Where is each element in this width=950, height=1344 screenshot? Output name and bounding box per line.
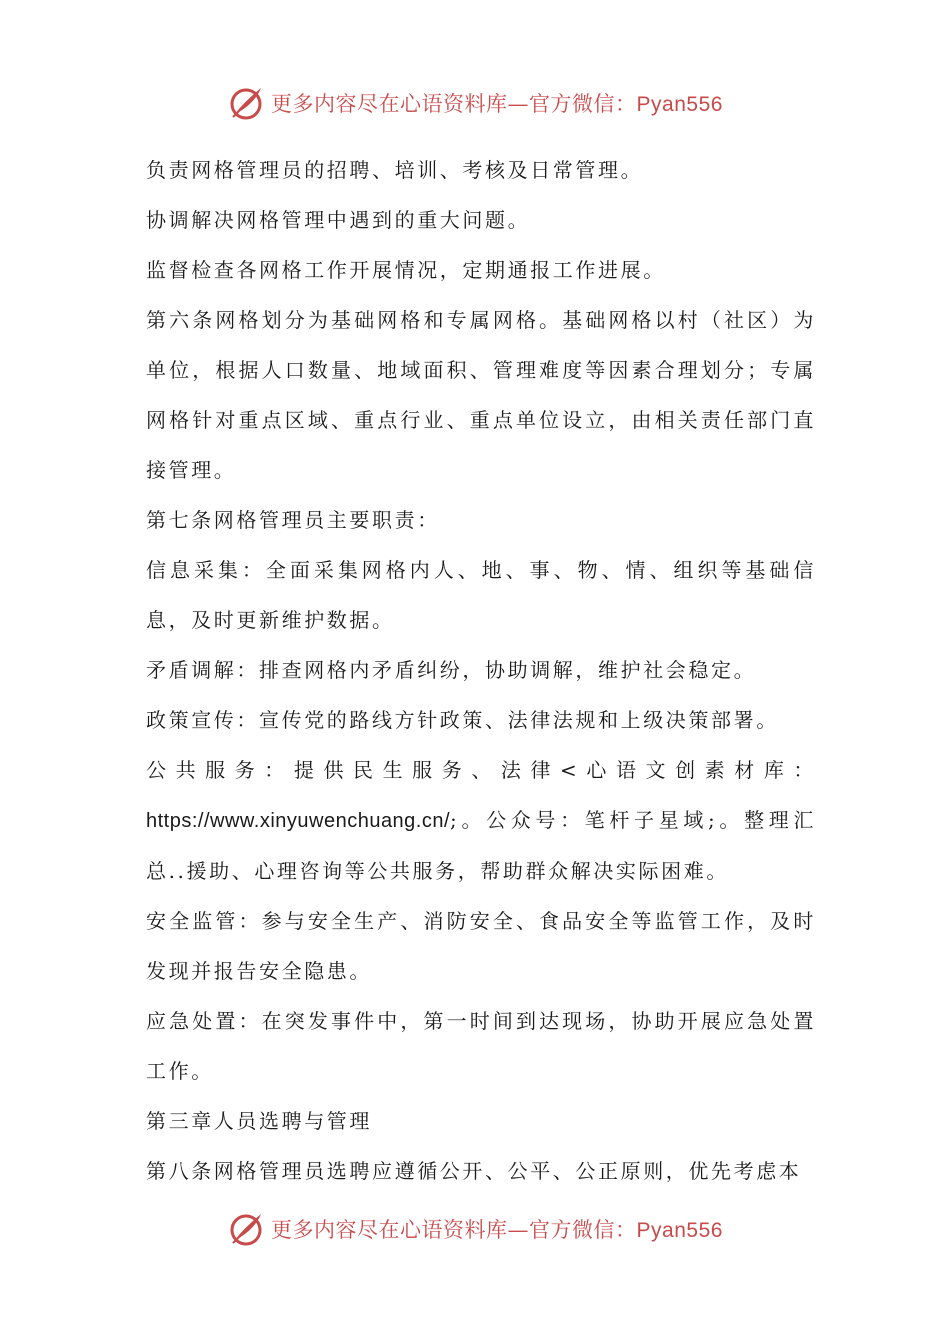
quill-logo-icon (227, 84, 265, 122)
paragraph-article-8: 第八条网格管理员选聘应遵循公开、公平、公正原则，优先考虑本 (146, 1159, 802, 1183)
paragraph: 应急处置：在突发事件中，第一时间到达现场，协助开展应急处置工作。 (146, 1009, 816, 1083)
header-banner (0, 78, 950, 128)
paragraph: 负责网格管理员的招聘、培训、考核及日常管理。 (146, 158, 644, 182)
document-body (146, 145, 816, 1196)
quill-logo-icon (227, 1210, 265, 1248)
paragraph: 协调解决网格管理中遇到的重大问题。 (146, 208, 531, 232)
footer-banner (0, 1204, 950, 1254)
paragraph-article-7: 第七条网格管理员主要职责： (146, 508, 440, 532)
footer-banner-text: 更多内容尽在心语资料库—官方微信：Pyan556 (271, 1218, 723, 1242)
paragraph-public-service: 公共服务：提供民生服务、法律<心语文创素材库：https://www.xinyuwenchuang.cn/;。公众号：笔杆子星域;。整理汇总..援助、心理咨询等公共服务，帮助群众解决实际困难。 (146, 758, 816, 883)
paragraph: 政策宣传：宣传党的路线方针政策、法律法规和上级决策部署。 (146, 708, 779, 732)
paragraph: 安全监管：参与安全生产、消防安全、食品安全等监管工作，及时发现并报告安全隐患。 (146, 909, 816, 983)
paragraph: 信息采集：全面采集网格内人、地、事、物、情、组织等基础信息，及时更新维护数据。 (146, 558, 816, 632)
paragraph: 矛盾调解：排查网格内矛盾纠纷，协助调解，维护社会稳定。 (146, 658, 757, 682)
header-banner-text: 更多内容尽在心语资料库—官方微信：Pyan556 (271, 92, 723, 116)
paragraph: 监督检查各网格工作开展情况，定期通报工作进展。 (146, 258, 666, 282)
chapter-heading: 第三章人员选聘与管理 (146, 1109, 372, 1133)
paragraph-article-6: 第六条网格划分为基础网格和专属网格。基础网格以村（社区）为单位，根据人口数量、地域面积、管理难度等因素合理划分；专属网格针对重点区域、重点行业、重点单位设立，由相关责任部门直接管理。 (146, 308, 816, 482)
source-url: https://www.xinyuwenchuang.cn/ (146, 810, 451, 832)
